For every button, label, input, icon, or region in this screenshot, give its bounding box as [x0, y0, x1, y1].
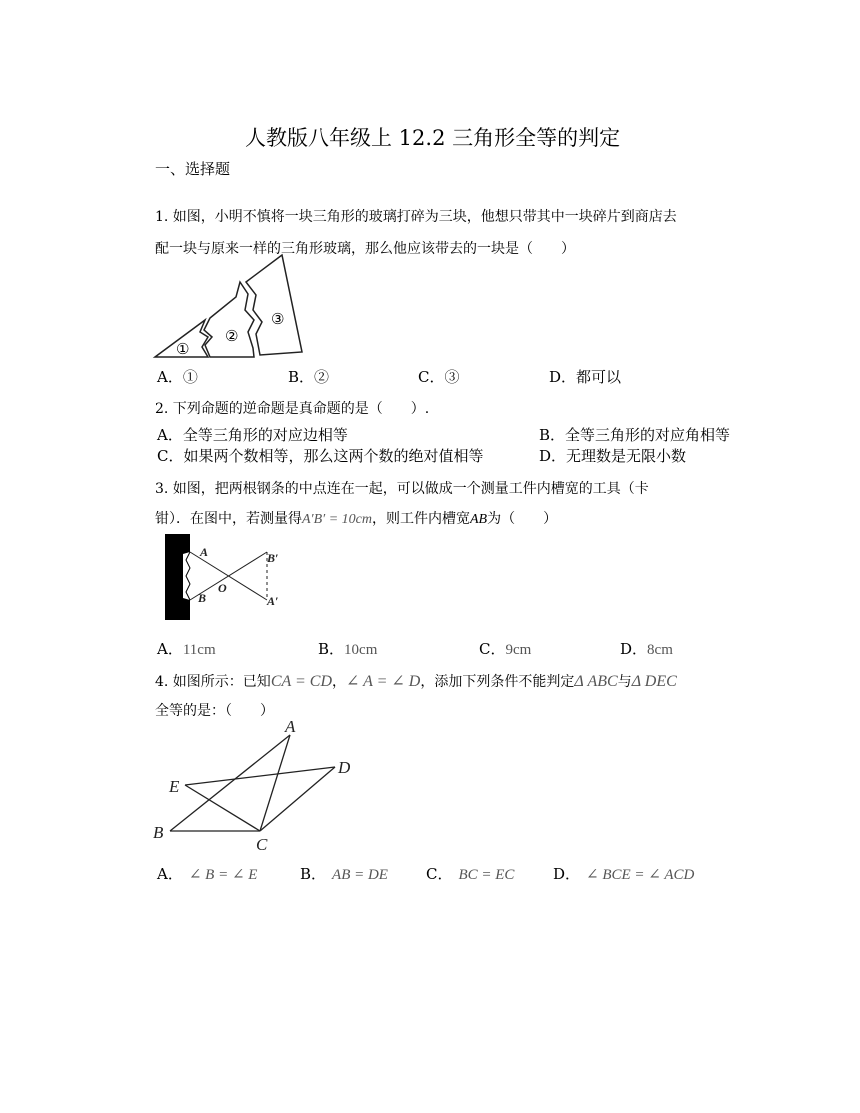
glass-piece-label-3: ③: [271, 310, 285, 328]
label-d: D: [338, 758, 351, 777]
section-heading: 一、选择题: [155, 160, 231, 178]
q4-stem-line2: 全等的是：（ ）: [155, 703, 274, 719]
q4-option-c[interactable]: C． BC = EC: [426, 865, 515, 883]
q3-option-a[interactable]: A．11cm: [157, 640, 216, 658]
q4-option-a[interactable]: A． ∠ B = ∠ E: [157, 865, 258, 883]
q4-stem-line1: 4. 如图所示：已知CA = CD，∠ A = ∠ D，添加下列条件不能判定Δ ABC与Δ DEC: [155, 673, 677, 690]
q1-stem-line2: 配一块与原来一样的三角形玻璃，那么他应该带去的一块是（ ）: [155, 241, 575, 257]
q2-stem: 2. 下列命题的逆命题是真命题的是（ ）.: [155, 401, 430, 417]
q3-stem-line2: 钳）．在图中，若测量得A′B′ = 10cm，则工件内槽宽AB为（ ）: [155, 511, 558, 527]
glass-piece-2: [204, 282, 254, 357]
label-a: A: [285, 717, 296, 736]
q3-stem-line1: 3. 如图，把两根钢条的中点连在一起，可以做成一个测量工件内槽宽的工具（卡: [155, 481, 649, 497]
q3-option-d[interactable]: D．8cm: [620, 640, 673, 658]
q2-option-b[interactable]: B．全等三角形的对应角相等: [539, 426, 731, 444]
label-c: C: [256, 835, 268, 854]
segment-ec: [185, 785, 260, 831]
q3-caliper-figure: [160, 532, 300, 624]
q2-option-c[interactable]: C．如果两个数相等，那么这两个数的绝对值相等: [157, 447, 484, 465]
segment-dc: [260, 767, 335, 831]
glass-piece-label-2: ②: [225, 327, 239, 345]
label-b: B: [198, 591, 207, 605]
label-b: B: [153, 823, 164, 842]
q1-stem-line1: 1. 如图，小明不慎将一块三角形的玻璃打碎为三块，他想只带其中一块碎片到商店去: [155, 209, 677, 225]
q1-option-c[interactable]: C．③: [418, 368, 460, 386]
segment-ed: [185, 767, 335, 785]
segment-ac: [260, 735, 290, 831]
glass-piece-label-1: ①: [176, 340, 190, 358]
q2-option-a[interactable]: A．全等三角形的对应边相等: [157, 426, 348, 444]
label-e: E: [169, 777, 180, 796]
q1-option-a[interactable]: A．①: [157, 368, 198, 386]
q1-broken-glass-figure: [150, 252, 310, 362]
q1-option-b[interactable]: B．②: [288, 368, 330, 386]
label-o: O: [218, 581, 227, 595]
q3-option-b[interactable]: B．10cm: [318, 640, 378, 658]
q4-option-d[interactable]: D． ∠ BCE = ∠ ACD: [553, 865, 695, 883]
label-b-prime: B′: [267, 551, 279, 565]
groove-edge: [186, 552, 190, 600]
segment-ab: [170, 735, 290, 831]
label-a: A: [200, 545, 209, 559]
q3-option-c[interactable]: C．9cm: [479, 640, 532, 658]
q4-option-b[interactable]: B． AB = DE: [300, 865, 388, 883]
glass-piece-3: [246, 255, 302, 355]
page-title: 人教版八年级上 12.2 三角形全等的判定: [245, 126, 621, 150]
q2-option-d[interactable]: D．无理数是无限小数: [539, 447, 687, 465]
q1-option-d[interactable]: D．都可以: [549, 368, 622, 386]
q4-triangles-figure: [150, 715, 365, 855]
label-a-prime: A′: [267, 594, 279, 608]
